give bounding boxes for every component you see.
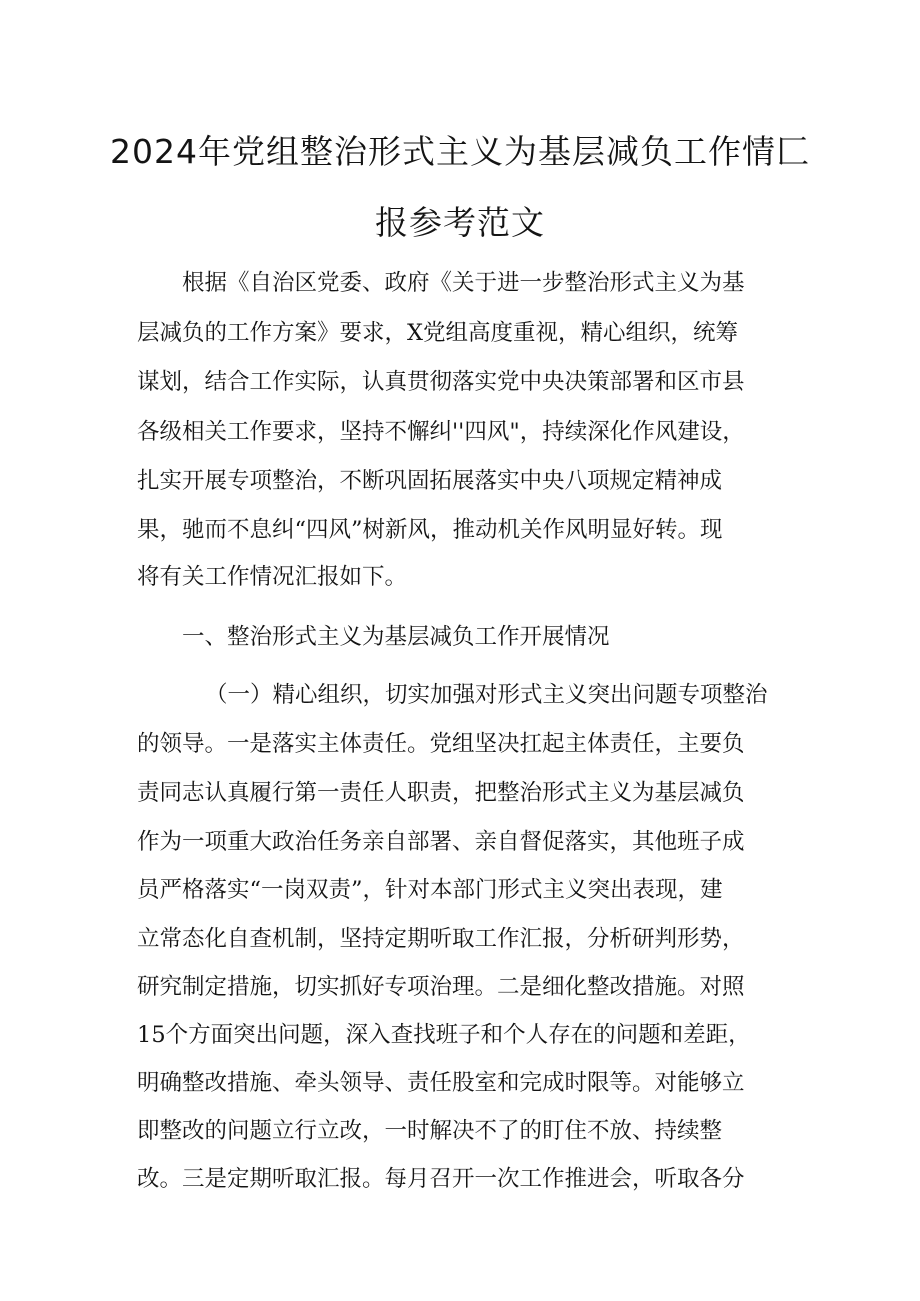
- intro-line: 层减负的工作方案》要求，X党组高度重视，精心组织，统筹: [137, 320, 739, 346]
- intro-line: 果，驰而不息纠“四风”树新风，推动机关作风明显好转。现: [137, 517, 723, 543]
- document-title-line-1: 2024年党组整治形式主义为基层减负工作情匚: [110, 132, 810, 171]
- intro-line: 各级相关工作要求，坚持不懈纠''四风"，持续深化作风建设，: [137, 419, 745, 445]
- document-title-line-2: 报参考范文: [375, 203, 545, 242]
- subsection-1-line: （一）精心组织，切实加强对形式主义突出问题专项整治: [205, 682, 768, 708]
- subsection-1-line: 明确整改措施、牵头领导、责任股室和完成时限等。对能够立: [137, 1070, 745, 1096]
- intro-line: 扎实开展专项整治，不断巩固拓展落实中央八项规定精神成: [137, 468, 723, 494]
- subsection-1-line: 员严格落实“一岗双责”，针对本部门形式主义突出表现，建: [137, 877, 723, 903]
- subsection-1-line: 研究制定措施，切实抓好专项治理。二是细化整改措施。对照: [137, 974, 745, 1000]
- subsection-1-line: 即整改的问题立行立改，一时解决不了的盯住不放、持续整: [137, 1118, 723, 1144]
- subsection-1-line: 改。三是定期听取汇报。每月召开一次工作推进会，听取各分: [137, 1166, 745, 1192]
- subsection-1-line: 立常态化自查机制，坚持定期听取工作汇报，分析研判形势，: [137, 926, 745, 952]
- subsection-1-line: 作为一项重大政治任务亲自部署、亲自督促落实，其他班子成: [137, 829, 745, 855]
- subsection-1-line: 15个方面突出问题，深入查找班子和个人存在的问题和差距，: [137, 1022, 751, 1048]
- intro-line: 根据《自治区党委、政府《关于进一步整治形式主义为基: [182, 270, 745, 296]
- subsection-1-line: 责同志认真履行第一责任人职责，把整治形式主义为基层减负: [137, 780, 745, 806]
- subsection-1-line: 的领导。一是落实主体责任。党组坚决扛起主体责任，主要负: [137, 731, 745, 757]
- section-1-heading: 一、整治形式主义为基层减负工作开展情况: [182, 624, 610, 650]
- intro-line: 将有关工作情况汇报如下。: [137, 564, 408, 590]
- intro-line: 谋划，结合工作实际，认真贯彻落实党中央决策部署和区市县: [137, 369, 745, 395]
